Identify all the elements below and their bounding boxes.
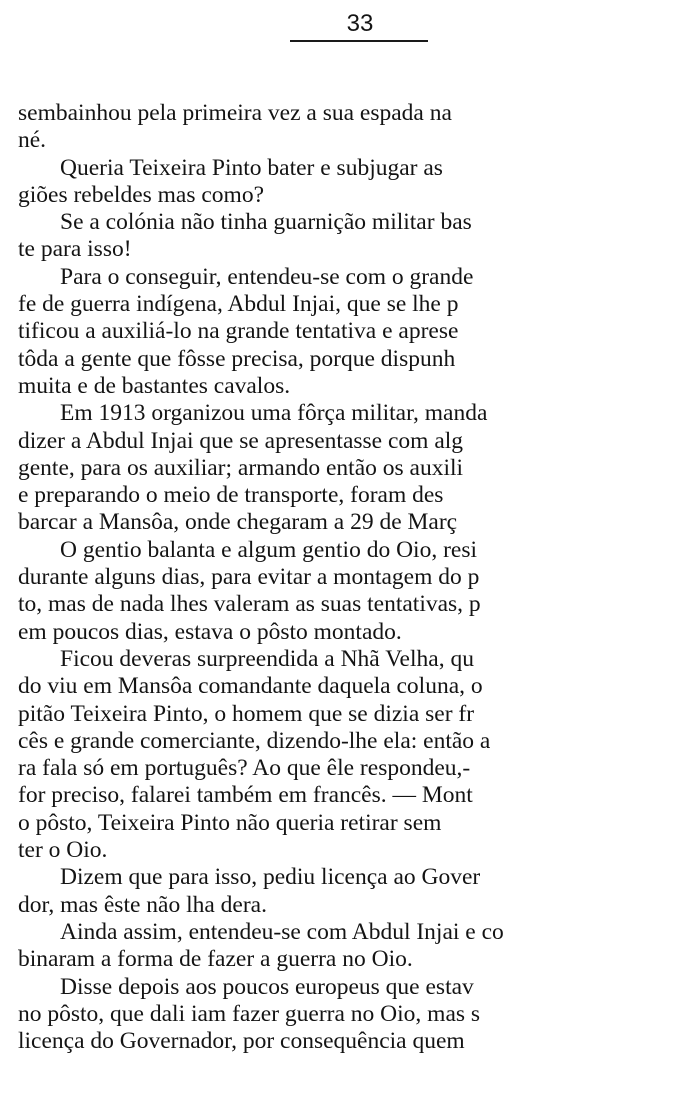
- text-line: dor, mas êste não lha dera.: [18, 891, 267, 918]
- text-line: gente, para os auxiliar; armando então os auxili: [18, 454, 464, 481]
- text-line: te para isso!: [18, 236, 132, 263]
- text-line: binaram a forma de fazer a guerra no Oio.: [18, 946, 413, 973]
- text-line: durante alguns dias, para evitar a montagem do p: [18, 564, 480, 591]
- text-line: Para o conseguir, entendeu-se com o grande: [60, 263, 474, 290]
- text-line: o pôsto, Teixeira Pinto não queria retirar sem: [18, 809, 442, 836]
- text-line: O gentio balanta e algum gentio do Oio, resi: [60, 536, 478, 563]
- page-number: 33: [346, 10, 374, 37]
- text-line: sembainhou pela primeira vez a sua espada na: [18, 100, 452, 126]
- text-line: tôda a gente que fôsse precisa, porque dispunh: [18, 345, 456, 372]
- text-line: em poucos dias, estava o pôsto montado.: [18, 618, 402, 645]
- text-line: cês e grande comerciante, dizendo-lhe ela: então a: [18, 727, 491, 754]
- text-line: Disse depois aos poucos europeus que estav: [60, 973, 474, 1000]
- text-line: né.: [18, 127, 47, 154]
- text-line: ter o Oio.: [18, 837, 108, 864]
- text-line: Queria Teixeira Pinto bater e subjugar as: [60, 154, 443, 181]
- text-line: Dizem que para isso, pediu licença ao Gover: [60, 864, 481, 891]
- text-line: Em 1913 organizou uma fôrça militar, manda: [60, 400, 488, 427]
- text-line: muita e de bastantes cavalos.: [18, 372, 291, 399]
- text-line: pitão Teixeira Pinto, o homem que se dizia ser fr: [18, 700, 475, 727]
- body-text: [18, 100, 680, 1055]
- page-number-rule: [290, 40, 428, 42]
- text-line: to, mas de nada lhes valeram as suas tentativas, p: [18, 591, 481, 618]
- text-line: fe de guerra indígena, Abdul Injai, que se lhe p: [18, 291, 459, 318]
- text-line: for preciso, falarei também em francês. — Mont: [18, 782, 473, 809]
- text-line: barcar a Mansôa, onde chegaram a 29 de Març: [18, 509, 458, 536]
- text-line: licença do Governador, por consequência quem: [18, 1028, 465, 1055]
- text-line: dizer a Abdul Injai que se apresentasse com alg: [18, 427, 464, 454]
- text-line: e preparando o meio de transporte, foram des: [18, 482, 444, 509]
- text-line: do viu em Mansôa comandante daquela coluna, o: [18, 673, 483, 700]
- text-line: tificou a auxiliá-lo na grande tentativa e aprese: [18, 318, 459, 345]
- text-line: no pôsto, que dali iam fazer guerra no Oio, mas s: [18, 1000, 481, 1027]
- text-line: Se a colónia não tinha guarnição militar bas: [60, 209, 472, 236]
- text-line: giões rebeldes mas como?: [18, 181, 265, 208]
- text-line: Ficou deveras surpreendida a Nhã Velha, qu: [60, 645, 474, 672]
- text-line: Ainda assim, entendeu-se com Abdul Injai e co: [60, 918, 504, 945]
- text-line: ra fala só em português? Ao que êle respondeu,-: [18, 755, 471, 782]
